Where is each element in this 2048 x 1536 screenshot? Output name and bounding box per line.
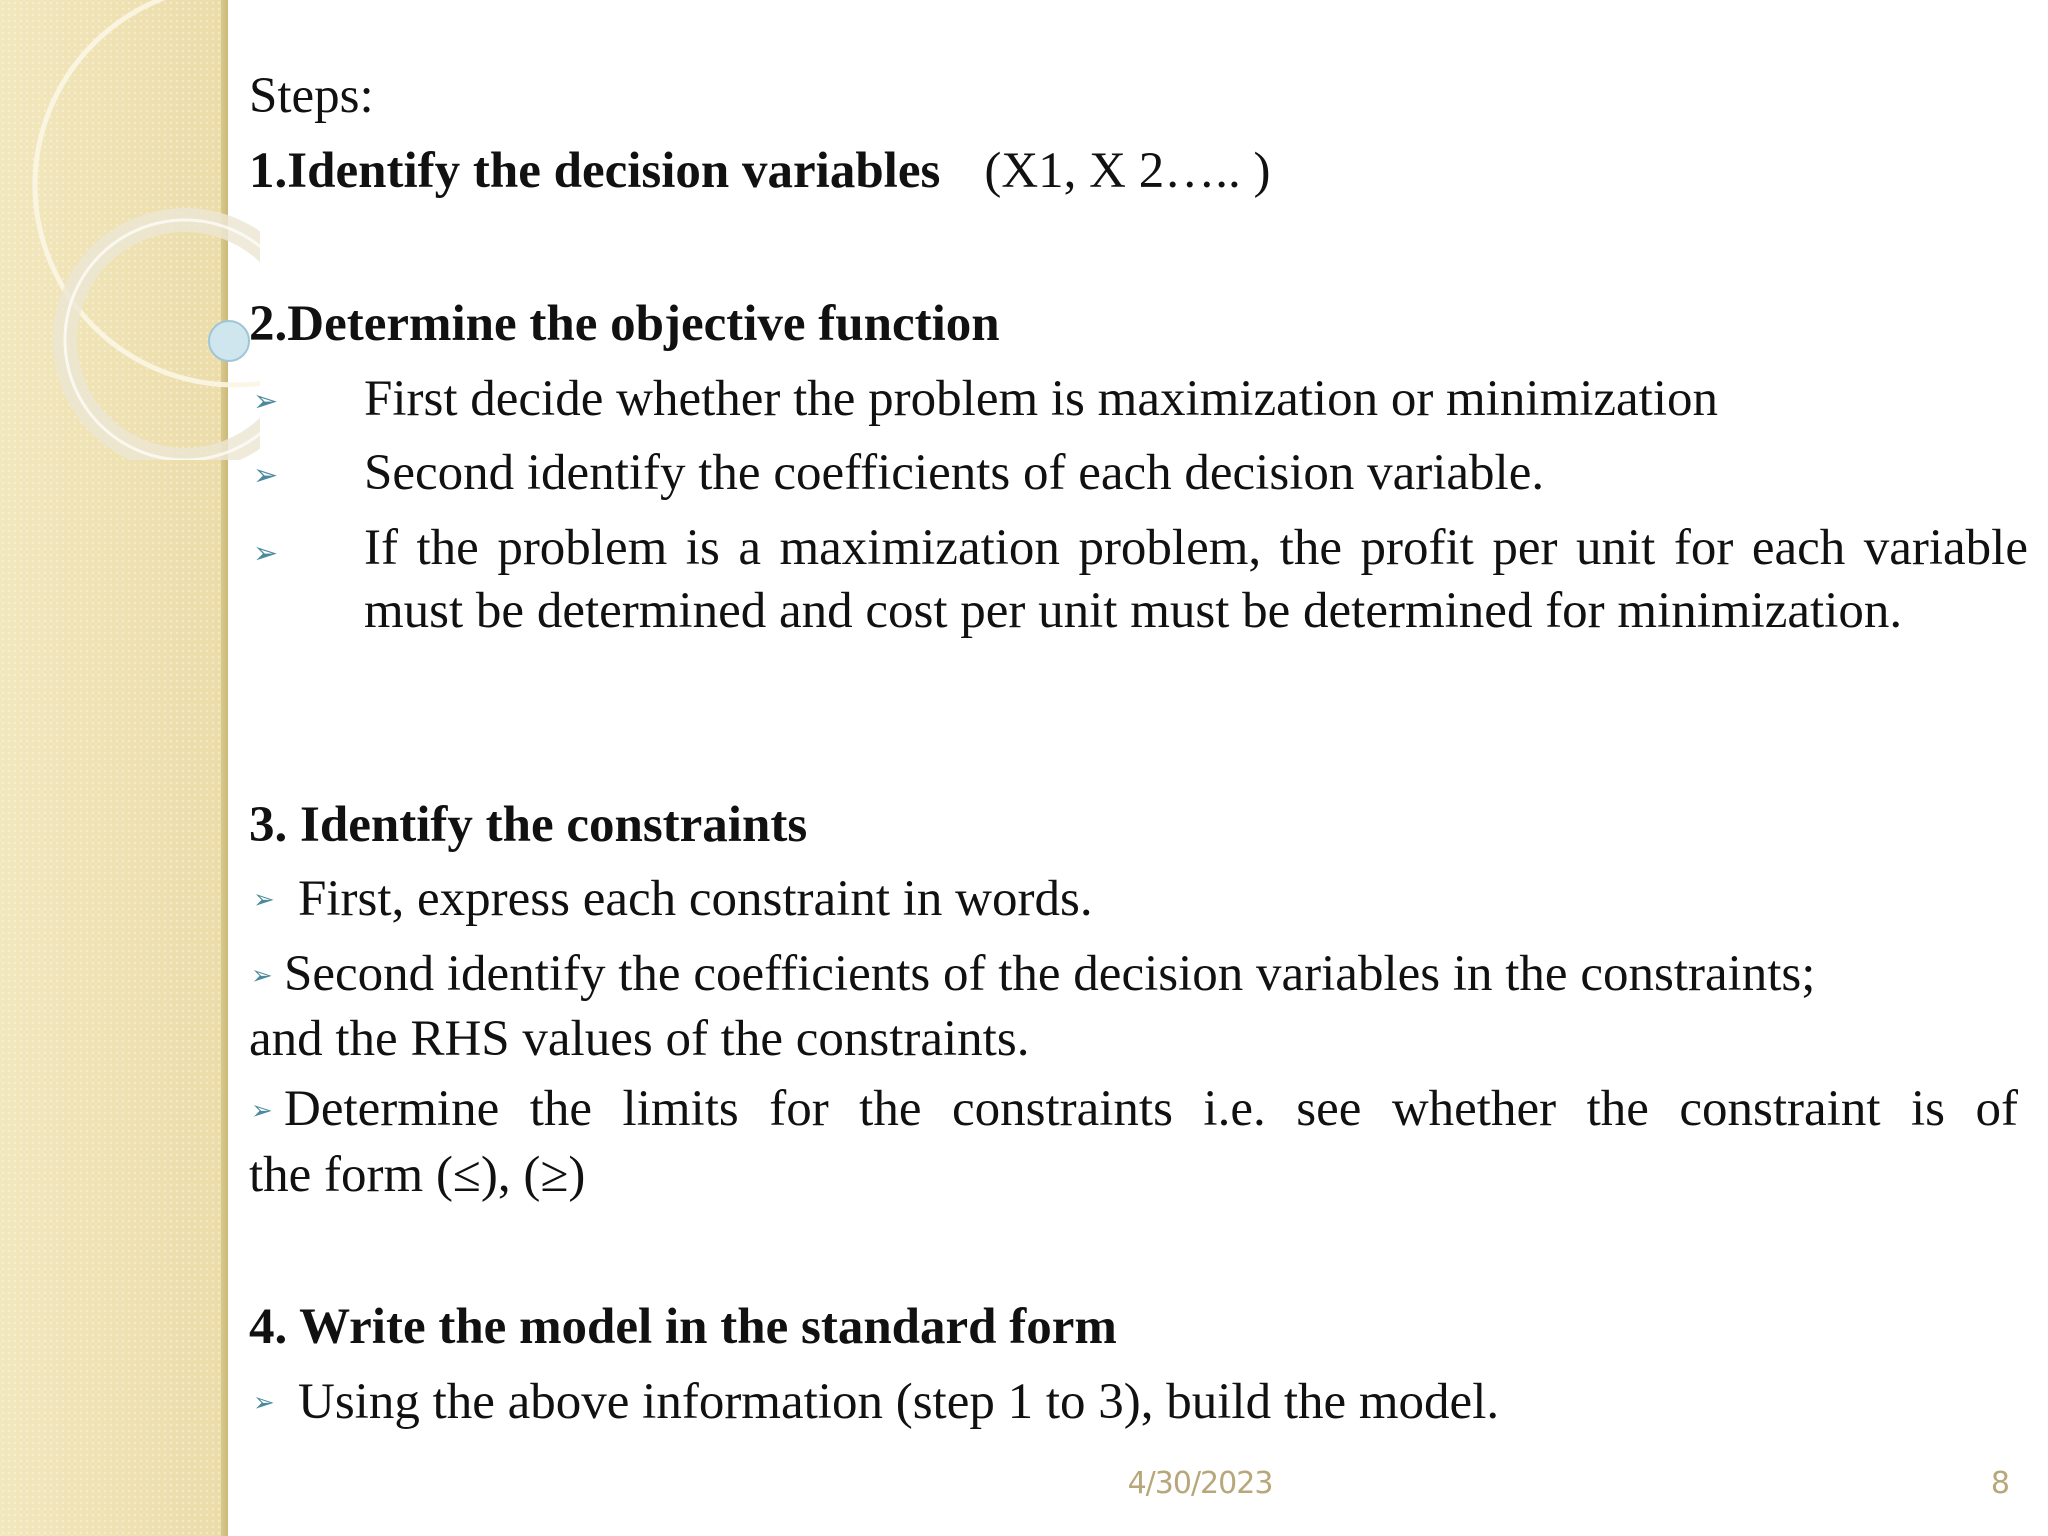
step3-bullet-3: Determine the limits for the constraints i.e. see whether the constraint is of (284, 1081, 2018, 1137)
arrow-bullet-icon: ➢ (251, 961, 273, 991)
step2-bullet-2: Second identify the coefficients of each decision variable. (364, 445, 1545, 501)
step2-title: 2.Determine the objective function (249, 296, 1000, 352)
step3-bullet-3-cont: the form (≤), (≥) (249, 1147, 586, 1203)
arrow-bullet-icon: ➢ (253, 536, 279, 571)
step4-bullet-1: Using the above information (step 1 to 3), build the model. (298, 1374, 1500, 1430)
footer-date: 4/30/2023 (1127, 1466, 1273, 1501)
step1-row (249, 141, 1270, 201)
step3-bullet-1: First, express each constraint in words. (298, 871, 1093, 927)
arrow-bullet-icon: ➢ (251, 1096, 273, 1126)
step2-bullet-3: If the problem is a maximization problem, the profit per unit for each variable must be determined and cost per unit must be determined for minimization. (364, 520, 2028, 639)
step3-title: 3. Identify the constraints (249, 797, 808, 853)
slide-number: 8 (1990, 1466, 2010, 1501)
step2-bullet-1: First decide whether the problem is maximization or minimization (364, 371, 1719, 427)
arrow-bullet-icon: ➢ (253, 885, 275, 915)
step1-variables: (X1, X 2….. ) (984, 143, 1271, 199)
step4-title: 4. Write the model in the standard form (249, 1299, 1117, 1355)
step3-bullet-2-cont: and the RHS values of the constraints. (249, 1011, 1030, 1067)
step1-title: 1.Identify the decision variables (249, 143, 941, 199)
step3-bullet-2: Second identify the coefficients of the decision variables in the constraints; (284, 946, 1816, 1002)
steps-heading: Steps: (249, 68, 374, 124)
arrow-bullet-icon: ➢ (253, 1388, 275, 1418)
arrow-bullet-icon: ➢ (253, 384, 279, 419)
arrow-bullet-icon: ➢ (253, 458, 279, 493)
